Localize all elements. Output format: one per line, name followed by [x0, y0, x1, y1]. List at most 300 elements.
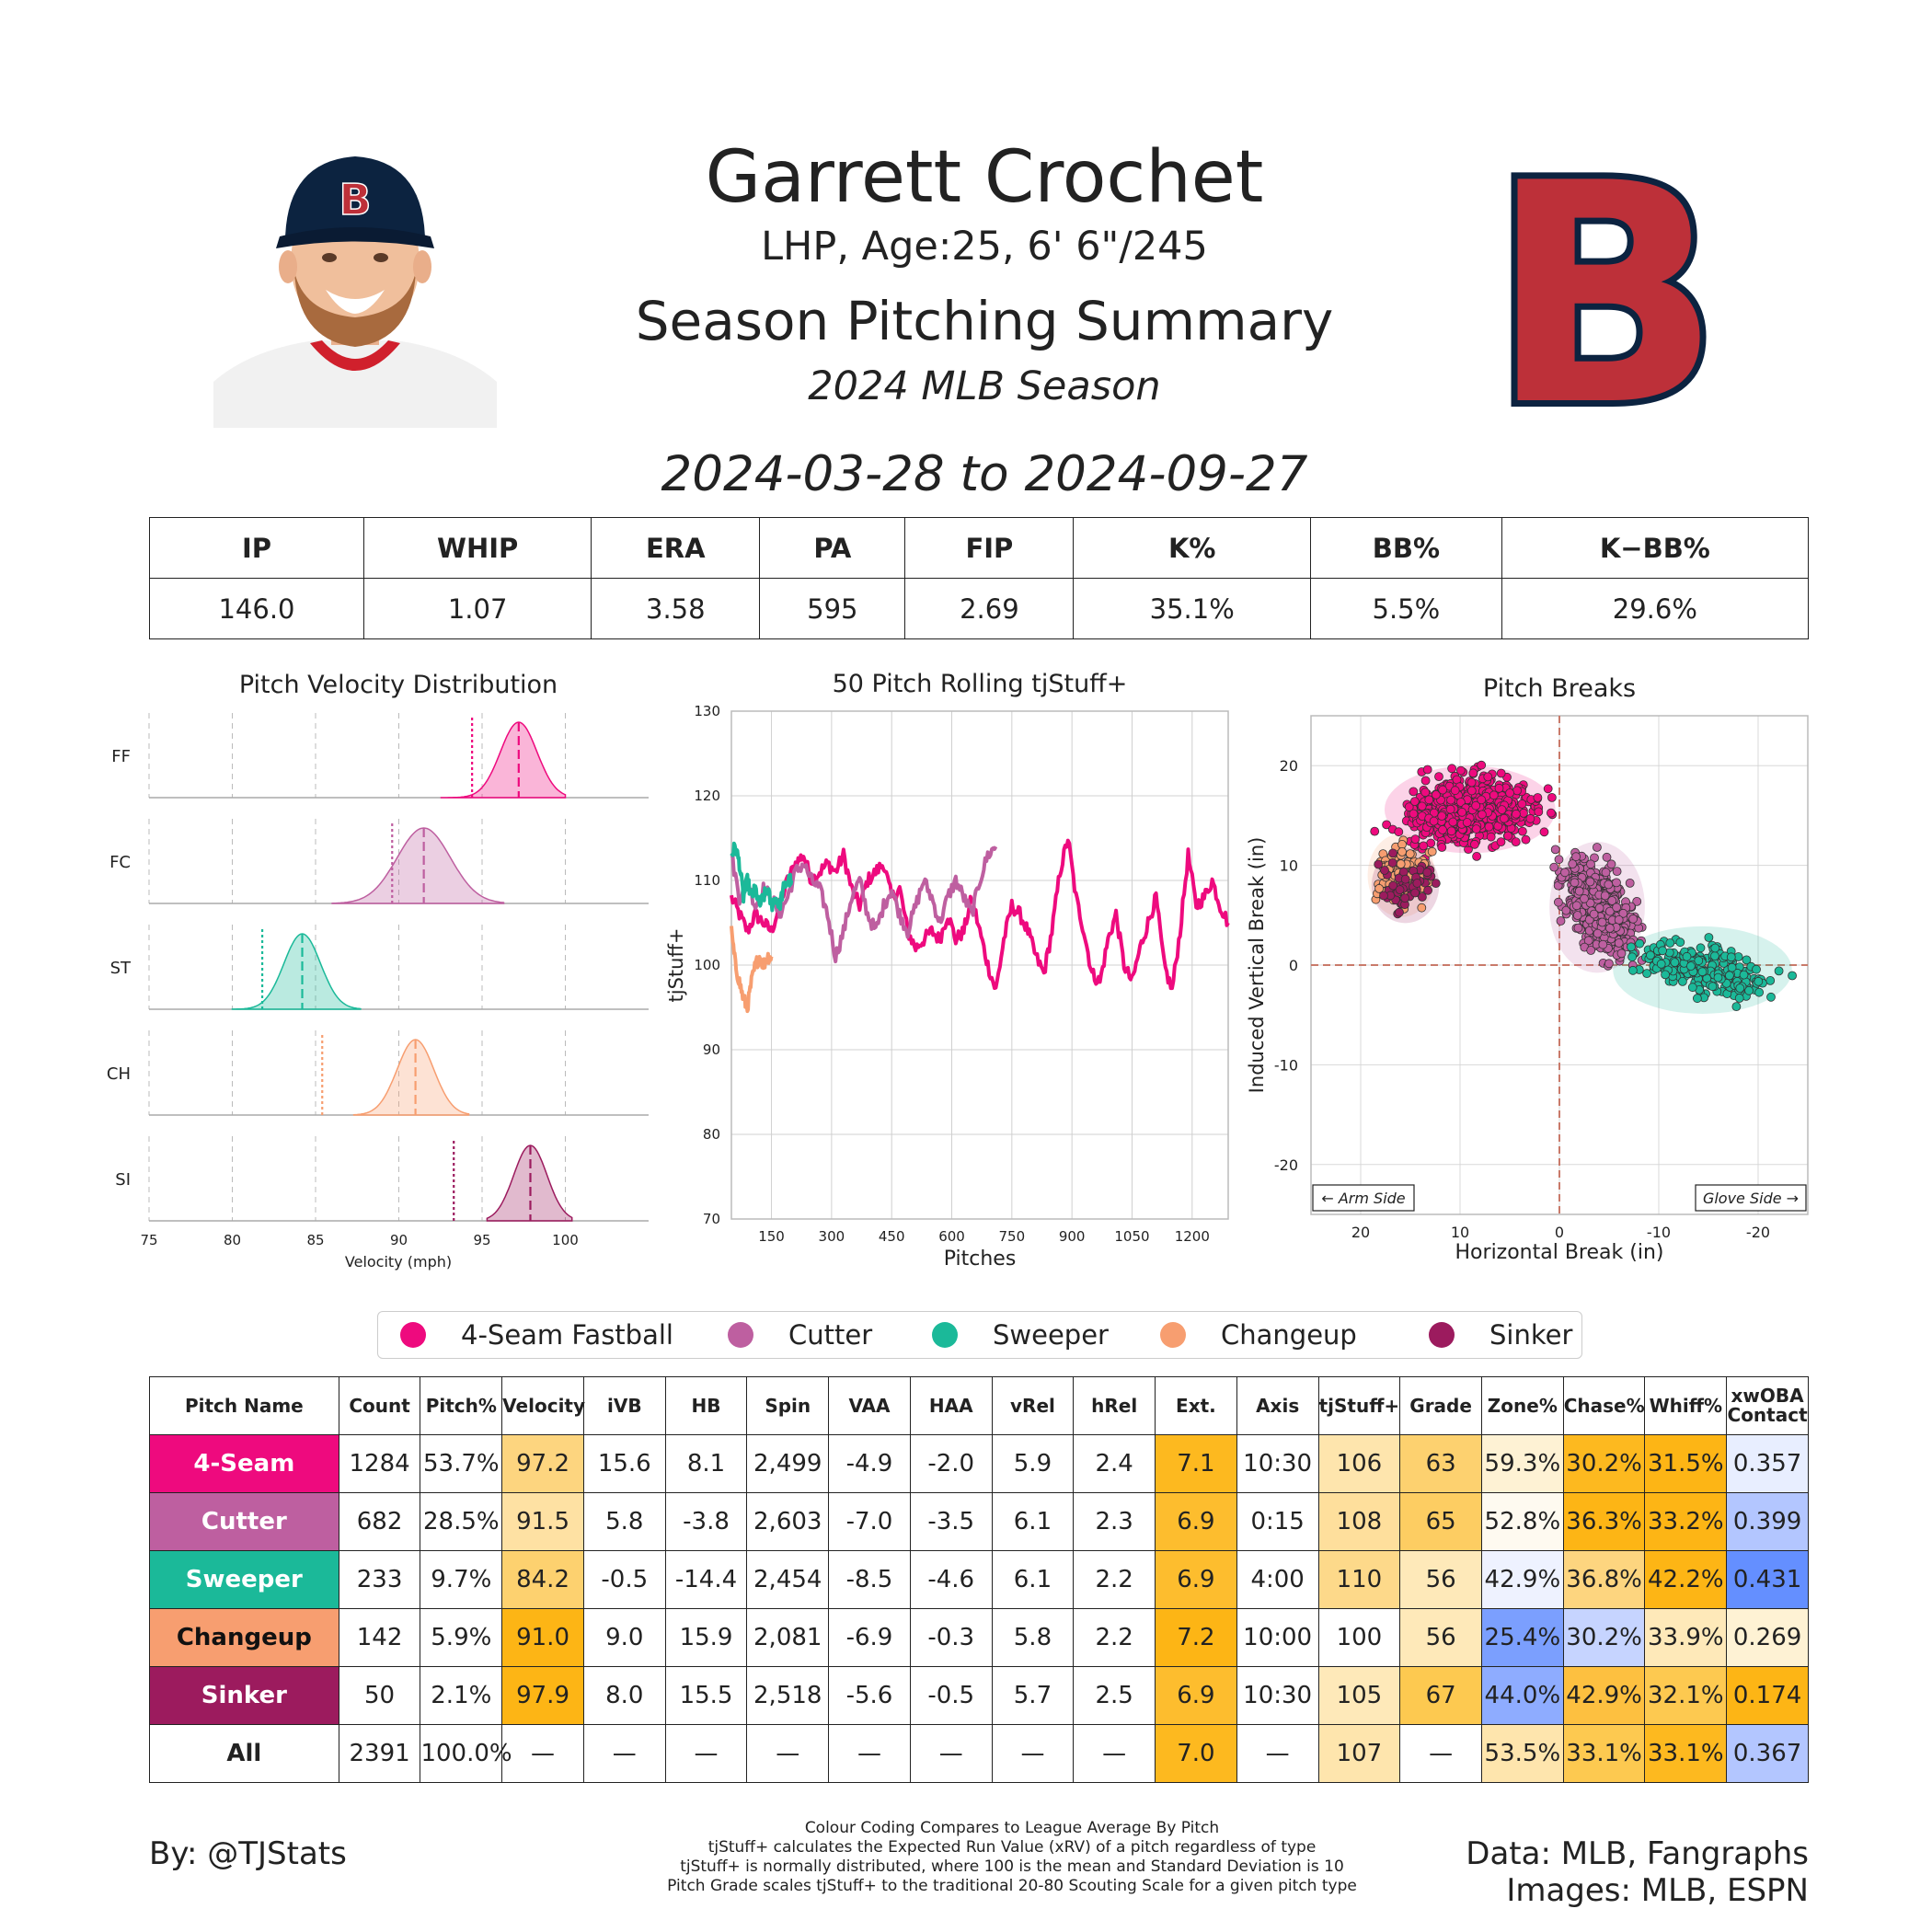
pitch-point [1613, 879, 1621, 887]
pitch-point [1766, 976, 1775, 984]
pitch-point [1636, 939, 1644, 948]
footnote-line: tjStuff+ is normally distributed, where 100 is the mean and Standard Deviation is 10 [680, 1857, 1344, 1876]
pitch-point [1478, 796, 1486, 804]
table-cell: 6.9 [1156, 1551, 1237, 1609]
pitch-name-cell: Sinker [150, 1667, 339, 1725]
pitch-point [1710, 952, 1719, 960]
pitch-point [1535, 808, 1543, 816]
pitch-point [1484, 773, 1492, 781]
pitch-point [1423, 868, 1432, 877]
pitch-point [1512, 810, 1520, 818]
table-row [150, 1725, 1809, 1783]
pitch-point [1438, 844, 1446, 852]
pitch-point [1629, 914, 1638, 923]
pitch-point [1447, 796, 1455, 804]
pitch-point [1561, 868, 1570, 877]
pitch-point [1439, 786, 1447, 794]
table-cell: 53.5% [1481, 1725, 1563, 1783]
pitch-point [1666, 939, 1674, 948]
table-cell: 108 [1318, 1493, 1400, 1551]
table-cell: 30.2% [1563, 1609, 1645, 1667]
y-tick-label: 80 [702, 1126, 720, 1143]
pitch-point [1423, 765, 1432, 774]
arm-side-label: ← Arm Side [1321, 1190, 1406, 1207]
series-line [731, 926, 772, 1012]
table-cell: 2.1% [420, 1667, 502, 1725]
x-tick-label: 80 [223, 1232, 242, 1248]
table-cell: -14.4 [665, 1551, 747, 1609]
table-cell: 2,518 [747, 1667, 829, 1725]
table-cell: — [1074, 1725, 1156, 1783]
pitch-point [1435, 773, 1443, 781]
table-cell: 59.3% [1481, 1435, 1563, 1493]
table-cell: — [502, 1725, 584, 1783]
table-cell: 0.269 [1727, 1609, 1809, 1667]
column-header: Grade [1400, 1377, 1482, 1435]
y-tick-label: 90 [702, 1041, 720, 1058]
stat-header: FIP [905, 518, 1074, 579]
chart-title: 50 Pitch Rolling tjStuff+ [832, 670, 1128, 698]
table-cell: 2.4 [1074, 1435, 1156, 1493]
pitch-point [1569, 860, 1577, 868]
table-cell: 7.0 [1156, 1725, 1237, 1783]
table-cell: 2.2 [1074, 1551, 1156, 1609]
legend-item [932, 1316, 1109, 1354]
table-cell: 100 [1318, 1609, 1400, 1667]
pitch-point [1555, 856, 1563, 864]
series-line [731, 841, 1228, 989]
pitch-point [1587, 860, 1595, 868]
table-cell: 25.4% [1481, 1609, 1563, 1667]
stat-value: 146.0 [150, 579, 364, 639]
table-cell: -0.5 [910, 1667, 992, 1725]
pitch-point [1626, 879, 1634, 887]
legend-marker [1160, 1322, 1186, 1348]
x-axis-label: Pitches [943, 1248, 1017, 1271]
table-cell: 105 [1318, 1667, 1400, 1725]
pitch-point [1425, 796, 1433, 804]
pitch-metrics-table [149, 1376, 1809, 1783]
y-tick-label: 0 [1288, 957, 1298, 974]
table-cell: 10:00 [1236, 1609, 1318, 1667]
table-cell: 52.8% [1481, 1493, 1563, 1551]
pitch-point [1753, 965, 1761, 973]
pitch-point [1446, 805, 1455, 813]
x-tick-label: 900 [1058, 1228, 1086, 1245]
pitch-point [1711, 944, 1719, 952]
pitch-point [1518, 827, 1526, 835]
pitch-point [1574, 924, 1582, 932]
pitch-point [1740, 971, 1748, 979]
pitch-point [1396, 886, 1404, 894]
column-header: Velocity [502, 1377, 584, 1435]
column-header: vRel [992, 1377, 1074, 1435]
pitch-point [1551, 845, 1559, 854]
pitch-point [1389, 849, 1397, 857]
pitch-point [1421, 788, 1430, 797]
pitch-point [1544, 785, 1552, 793]
pitch-point [1604, 960, 1613, 968]
pitch-point [1418, 903, 1426, 912]
y-axis-label: tjStuff+ [665, 927, 687, 1003]
column-header: HB [665, 1377, 747, 1435]
table-cell: 2.2 [1074, 1609, 1156, 1667]
legend-marker [1429, 1322, 1455, 1348]
pitch-point [1506, 789, 1514, 798]
table-cell: 97.9 [502, 1667, 584, 1725]
x-tick-label: 450 [878, 1228, 905, 1245]
chart-title: Pitch Velocity Distribution [238, 671, 558, 699]
column-header: HAA [910, 1377, 992, 1435]
x-tick-label: 75 [140, 1232, 158, 1248]
pitch-point [1485, 822, 1493, 831]
pitch-point [1602, 868, 1610, 877]
table-cell: 5.7 [992, 1667, 1074, 1725]
stat-value: 3.58 [592, 579, 760, 639]
stat-value: 29.6% [1501, 579, 1808, 639]
table-cell: 9.0 [583, 1609, 665, 1667]
table-row [150, 1493, 1809, 1551]
pitch-point [1401, 875, 1409, 883]
table-cell: 53.7% [420, 1435, 502, 1493]
y-axis-label: Induced Vertical Break (in) [1246, 836, 1268, 1094]
column-header: Pitch Name [150, 1377, 339, 1435]
table-cell: — [1400, 1725, 1482, 1783]
pitch-point [1396, 908, 1404, 916]
row-label-ch: CH [106, 1064, 131, 1084]
pitch-point [1374, 860, 1383, 868]
pitch-point [1456, 766, 1465, 775]
table-cell: — [910, 1725, 992, 1783]
pitch-point [1688, 983, 1696, 992]
pitch-point [1599, 940, 1607, 949]
pitch-point [1497, 769, 1505, 777]
pitch-point [1504, 832, 1512, 840]
table-cell: 65 [1400, 1493, 1482, 1551]
y-tick-label: 130 [694, 703, 720, 719]
table-cell: 100.0% [420, 1725, 502, 1783]
pitch-point [1593, 844, 1601, 852]
pitch-point [1424, 886, 1432, 894]
table-cell: 1284 [339, 1435, 420, 1493]
pitch-point [1755, 988, 1764, 996]
stat-header: K−BB% [1501, 518, 1808, 579]
pitch-point [1698, 968, 1707, 976]
table-cell: 91.0 [502, 1609, 584, 1667]
pitch-name-cell: Changeup [150, 1609, 339, 1667]
row-label-fc: FC [109, 853, 131, 872]
table-cell: -8.5 [829, 1551, 911, 1609]
pitch-point [1662, 971, 1670, 979]
y-tick-label: 120 [694, 788, 720, 804]
table-cell: 0.367 [1727, 1725, 1809, 1783]
table-cell: -4.9 [829, 1435, 911, 1493]
table-cell: 33.1% [1563, 1725, 1645, 1783]
table-cell: 42.9% [1481, 1551, 1563, 1609]
table-cell: 8.1 [665, 1435, 747, 1493]
table-cell: 33.9% [1645, 1609, 1727, 1667]
pitch-point [1395, 828, 1403, 836]
stat-value: 35.1% [1074, 579, 1311, 639]
pitch-point [1526, 814, 1535, 822]
table-cell: — [829, 1725, 911, 1783]
stat-header: IP [150, 518, 364, 579]
row-label-si: SI [115, 1170, 131, 1190]
pitch-point [1547, 809, 1555, 817]
table-row [150, 1435, 1809, 1493]
pitch-point [1604, 880, 1613, 889]
x-tick-label: -10 [1646, 1224, 1672, 1241]
table-cell: 8.0 [583, 1667, 665, 1725]
pitch-point [1615, 939, 1623, 948]
pitch-point [1540, 828, 1548, 836]
pitch-point [1397, 860, 1405, 868]
pitch-point [1554, 898, 1562, 906]
table-cell: 15.5 [665, 1667, 747, 1725]
column-header: Whiff% [1645, 1377, 1727, 1435]
x-tick-label: 0 [1554, 1224, 1565, 1241]
table-cell: 2,603 [747, 1493, 829, 1551]
table-cell: -2.0 [910, 1435, 992, 1493]
pitch-point [1409, 788, 1418, 796]
y-tick-label: 100 [694, 957, 720, 973]
table-cell: 0.357 [1727, 1435, 1809, 1493]
table-row [150, 1609, 1809, 1667]
table-cell: — [992, 1725, 1074, 1783]
table-cell: 0:15 [1236, 1493, 1318, 1551]
pitch-point [1572, 902, 1581, 910]
table-cell: 0.431 [1727, 1551, 1809, 1609]
pitch-point [1478, 811, 1486, 819]
x-tick-label: 150 [758, 1228, 785, 1245]
team-logo [1489, 119, 1721, 472]
table-cell: 6.9 [1156, 1493, 1237, 1551]
pitch-point [1421, 776, 1430, 785]
pitch-point [1705, 934, 1713, 942]
column-header: Ext. [1156, 1377, 1237, 1435]
table-cell: -3.5 [910, 1493, 992, 1551]
column-header: iVB [583, 1377, 665, 1435]
pitch-point [1448, 765, 1456, 773]
pitch-point [1686, 962, 1695, 971]
stat-header: ERA [592, 518, 760, 579]
pitch-name-cell: All [150, 1725, 339, 1783]
pitch-point [1410, 798, 1419, 806]
column-header: Count [339, 1377, 420, 1435]
column-header: Pitch% [420, 1377, 502, 1435]
table-cell: 97.2 [502, 1435, 584, 1493]
cap-logo-letter: B [339, 175, 372, 224]
pitch-point [1428, 847, 1436, 856]
pitch-point [1745, 986, 1754, 995]
pitch-point [1438, 812, 1446, 821]
pitch-point [1473, 852, 1481, 860]
density-ff [441, 722, 566, 798]
legend-label: Changeup [1221, 1319, 1357, 1351]
pitch-point [1413, 880, 1421, 888]
y-tick-label: 110 [694, 872, 720, 889]
footnote-line: tjStuff+ calculates the Expected Run Value (xRV) of a pitch regardless of type [707, 1838, 1317, 1857]
glove-side-label: Glove Side → [1702, 1190, 1800, 1207]
pitch-point [1696, 944, 1705, 952]
table-cell: 10:30 [1236, 1667, 1318, 1725]
pitch-point [1736, 984, 1744, 993]
table-cell: 9.7% [420, 1551, 502, 1609]
player-headshot [213, 152, 497, 428]
x-tick-label: 1050 [1114, 1228, 1150, 1245]
legend-marker [400, 1322, 426, 1348]
legend-label: Sweeper [993, 1319, 1109, 1351]
stat-header: PA [760, 518, 905, 579]
pitch-point [1398, 847, 1407, 856]
table-cell: — [1236, 1725, 1318, 1783]
table-cell: — [583, 1725, 665, 1783]
pitch-point [1598, 918, 1606, 926]
pitch-point [1725, 972, 1733, 980]
table-cell: 32.1% [1645, 1667, 1727, 1725]
pitch-point [1406, 850, 1414, 858]
x-tick-label: 95 [473, 1232, 491, 1248]
pitch-point [1463, 819, 1471, 827]
x-axis-label: Horizontal Break (in) [1455, 1241, 1664, 1264]
pitch-point [1411, 835, 1420, 844]
date-range: 2024-03-28 to 2024-09-27 [661, 446, 1308, 502]
table-cell: 33.1% [1645, 1725, 1727, 1783]
table-cell: 2391 [339, 1725, 420, 1783]
pitch-point [1518, 799, 1526, 808]
footnote-line: Pitch Grade scales tjStuff+ to the traditional 20-80 Scouting Scale for a given pitch type [667, 1877, 1357, 1895]
stat-value: 595 [760, 579, 905, 639]
pitch-point [1754, 977, 1763, 985]
table-cell: 7.1 [1156, 1435, 1237, 1493]
table-cell: 5.9% [420, 1609, 502, 1667]
table-row [150, 1551, 1809, 1609]
table-cell: 5.8 [992, 1609, 1074, 1667]
pitch-point [1498, 806, 1506, 814]
table-cell: 56 [1400, 1609, 1482, 1667]
pitch-point [1586, 878, 1594, 886]
credit-sources [1466, 1835, 1809, 1909]
table-cell: 2.3 [1074, 1493, 1156, 1551]
pitch-point [1418, 802, 1426, 811]
pitch-point [1708, 983, 1717, 991]
pitch-point [1646, 951, 1654, 960]
table-cell: -6.9 [829, 1609, 911, 1667]
x-tick-label: 90 [389, 1232, 408, 1248]
table-cell: 682 [339, 1493, 420, 1551]
table-cell: 233 [339, 1551, 420, 1609]
legend-item [400, 1316, 673, 1354]
column-header: VAA [829, 1377, 911, 1435]
x-tick-label: 1200 [1174, 1228, 1210, 1245]
pitch-point [1659, 947, 1667, 955]
pitch-point [1458, 808, 1466, 816]
table-cell: 67 [1400, 1667, 1482, 1725]
table-cell: 2.5 [1074, 1667, 1156, 1725]
table-cell: 7.2 [1156, 1609, 1237, 1667]
pitch-point [1388, 858, 1397, 867]
table-cell: 42.2% [1645, 1551, 1727, 1609]
pitch-point [1671, 959, 1679, 967]
pitch-point [1447, 827, 1455, 835]
legend-item [1160, 1316, 1357, 1354]
pitch-point [1557, 917, 1565, 926]
table-cell: 107 [1318, 1725, 1400, 1783]
table-cell: 106 [1318, 1435, 1400, 1493]
pitch-point [1727, 953, 1735, 961]
table-cell: 10:30 [1236, 1435, 1318, 1493]
pitch-point [1678, 977, 1686, 985]
pitch-point [1512, 838, 1520, 846]
pitch-point [1500, 814, 1508, 822]
pitch-point [1467, 787, 1476, 795]
pitch-point [1593, 929, 1602, 937]
team-logo-letter: B [1489, 119, 1721, 472]
stat-header: K% [1074, 518, 1311, 579]
pitch-point [1430, 817, 1438, 825]
y-tick-label: 20 [1279, 757, 1298, 776]
table-cell: 5.8 [583, 1493, 665, 1551]
pitch-point [1613, 868, 1621, 876]
stat-value: 5.5% [1311, 579, 1502, 639]
pitch-point [1575, 887, 1583, 895]
pitch-point [1409, 810, 1418, 818]
pitch-point [1788, 972, 1797, 980]
x-tick-label: 10 [1450, 1224, 1470, 1241]
pitch-point [1607, 860, 1616, 868]
x-tick-label: 750 [998, 1228, 1026, 1245]
pitch-point [1451, 787, 1459, 795]
pitch-point [1420, 842, 1428, 850]
pitch-point [1570, 879, 1579, 887]
table-cell: -0.5 [583, 1551, 665, 1609]
table-cell: 84.2 [502, 1551, 584, 1609]
pitch-point [1693, 995, 1701, 1003]
pitch-point [1432, 880, 1440, 888]
column-header: Chase% [1563, 1377, 1645, 1435]
season-label: 2024 MLB Season [808, 363, 1161, 409]
y-tick-label: -20 [1273, 1156, 1298, 1174]
table-cell: -4.6 [910, 1551, 992, 1609]
rolling-stuff-chart [662, 667, 1242, 1274]
table-cell: 91.5 [502, 1493, 584, 1551]
table-cell: 6.1 [992, 1551, 1074, 1609]
pitch-legend [377, 1311, 1582, 1359]
column-header: tjStuff+ [1318, 1377, 1400, 1435]
table-cell: 30.2% [1563, 1435, 1645, 1493]
x-tick-label: 20 [1351, 1224, 1371, 1241]
chart-title: Pitch Breaks [1482, 674, 1637, 703]
pitch-point [1587, 947, 1595, 955]
pitch-point [1550, 863, 1558, 871]
x-tick-label: 600 [938, 1228, 965, 1245]
pitch-point [1381, 867, 1389, 875]
pitch-point [1732, 1003, 1741, 1011]
table-cell: 44.0% [1481, 1667, 1563, 1725]
density-st [233, 934, 361, 1009]
stat-header: BB% [1311, 518, 1502, 579]
pitch-point [1497, 838, 1505, 846]
pitch-point [1683, 952, 1691, 960]
pitch-point [1470, 840, 1478, 848]
table-cell: 36.3% [1563, 1493, 1645, 1551]
legend-label: Cutter [788, 1319, 873, 1351]
pitch-point [1573, 912, 1581, 920]
pitch-point [1467, 778, 1476, 787]
pitch-point [1418, 893, 1426, 902]
pitch-point [1439, 826, 1447, 834]
pitch-point [1371, 827, 1379, 835]
